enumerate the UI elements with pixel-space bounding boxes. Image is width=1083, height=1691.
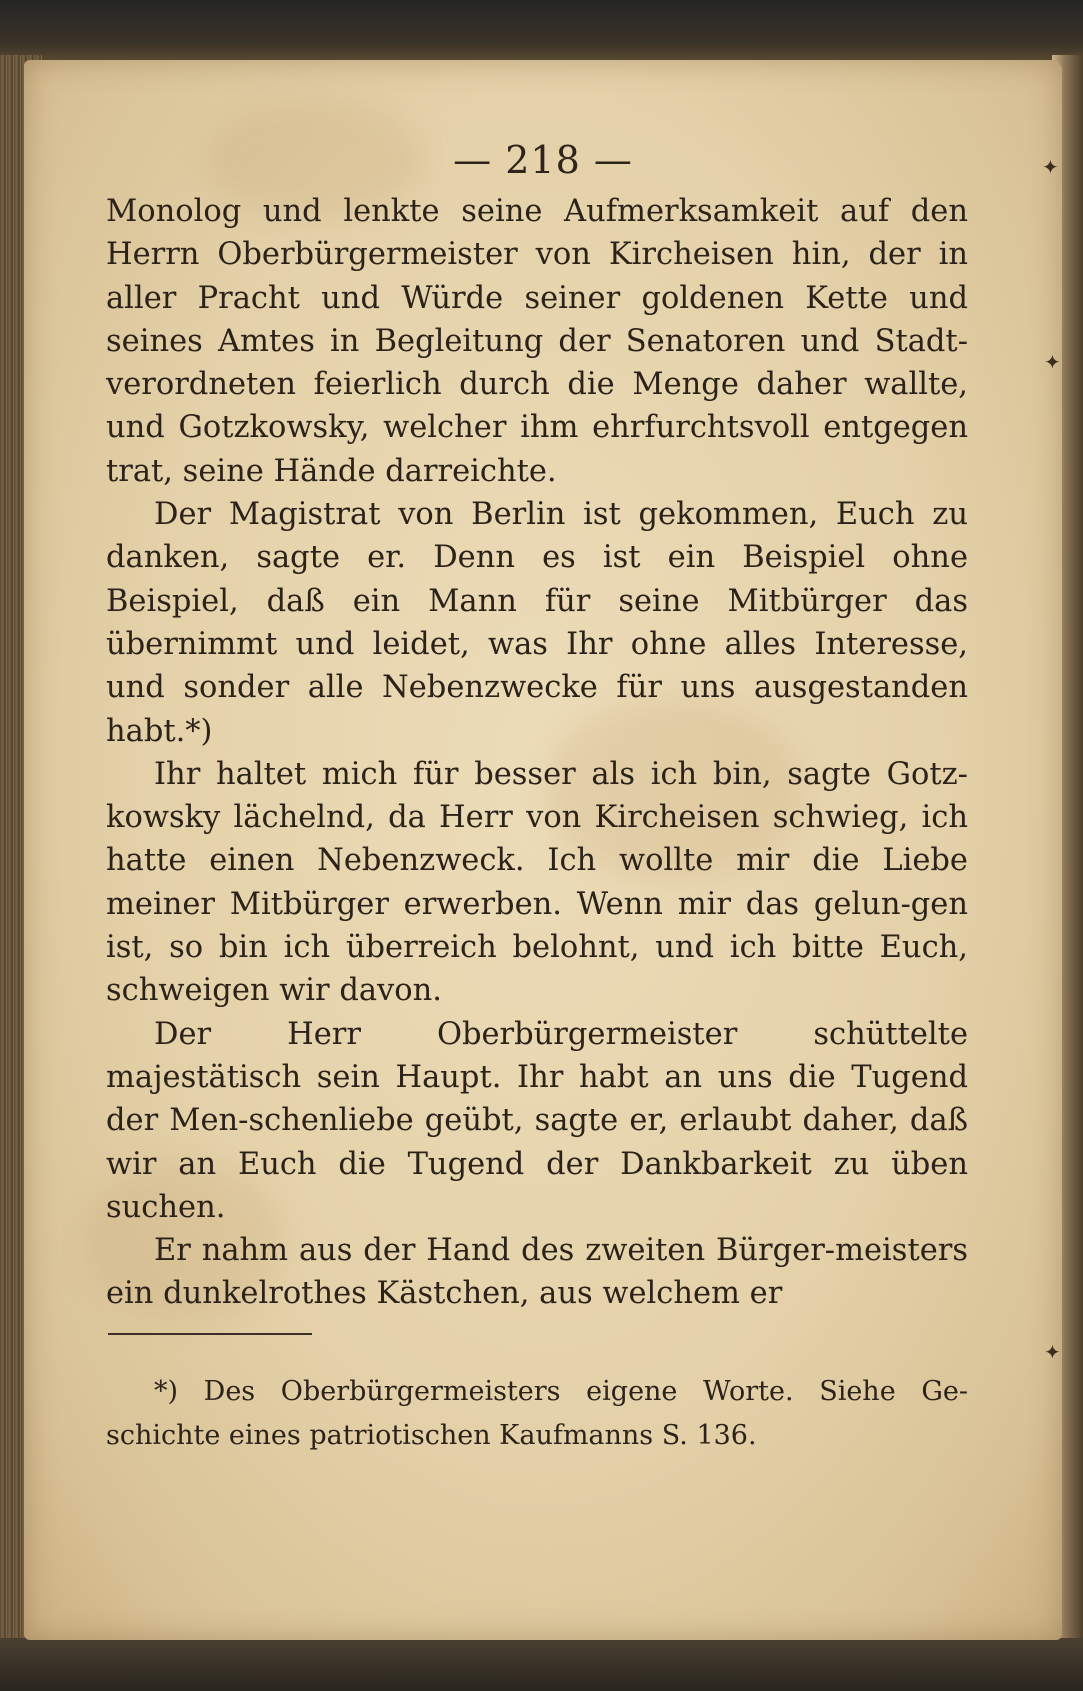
paragraph: Der Herr Oberbürgermeister schüttelte majestätisch sein Haupt. Ihr habt an uns die Tugend der Men-schenliebe geübt, sagte er, erlaubt daher, daß wir an Euch die Tugend der Dankbarkeit zu üben suchen.	[106, 1016, 968, 1225]
book-bottom-edge	[0, 1638, 1083, 1691]
margin-mark-icon: ✦	[1042, 155, 1059, 179]
paragraph: Ihr haltet mich für besser als ich bin, sagte Gotz-kowsky lächelnd, da Herr von Kircheisen schwieg, ich hatte einen Nebenzweck. Ich wollte mir die Liebe meiner Mitbürger erwerben. Wenn mir das gelun-gen ist, so bin ich überreich belohnt, und ich bitte Euch, schweigen wir davon.	[106, 756, 968, 1009]
footnote-separator	[108, 1333, 312, 1335]
margin-mark-icon: ✦	[1044, 350, 1061, 374]
footnote: *) Des Oberbürgermeisters eigene Worte. Siehe Ge-schichte eines patriotischen Kaufmanns S. 136.	[106, 1376, 968, 1451]
margin-mark-icon: ✦	[1044, 1340, 1061, 1364]
page-number: — 218 —	[453, 138, 633, 182]
paragraph: Der Magistrat von Berlin ist gekommen, Euch zu danken, sagte er. Denn es ist ein Beispiel ohne Beispiel, daß ein Mann für seine Mitbürger das übernimmt und leidet, was Ihr ohne alles Interesse, und sonder alle Nebenzwecke für uns ausgestanden habt.*)	[106, 497, 968, 749]
paragraph: Er nahm aus der Hand des zweiten Bürger-meisters ein dunkelrothes Kästchen, aus welchem er	[106, 1233, 968, 1312]
book-top-edge	[0, 0, 1083, 62]
paper-page	[24, 60, 1062, 1640]
paragraph: Monolog und lenkte seine Aufmerksamkeit auf den Herrn Oberbürgermeister von Kircheisen hin, der in aller Pracht und Würde seiner goldenen Kette und seines Amtes in Begleitung der Senatoren und Stadt-verordneten feierlich durch die Menge daher wallte, und Gotzkowsky, welcher ihm ehrfurchtsvoll entgegen trat, seine Hände darreichte.	[106, 194, 968, 489]
main-text	[106, 190, 968, 1316]
